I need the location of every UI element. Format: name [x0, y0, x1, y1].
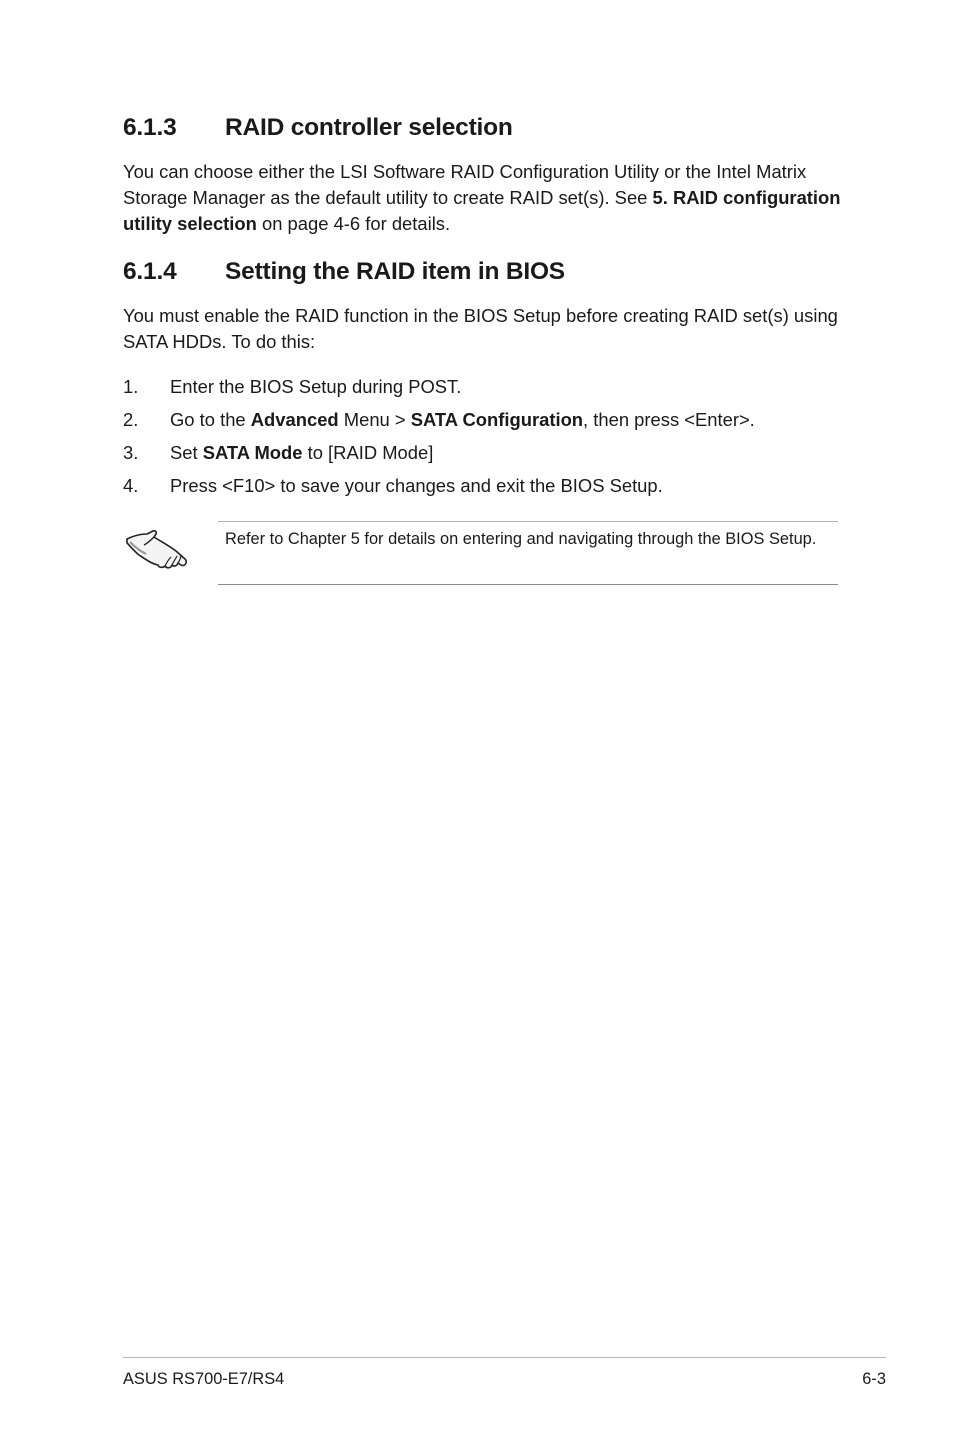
section-heading-raid-bios: [123, 258, 565, 286]
step-number: 1.: [123, 376, 139, 397]
footer-page-number: 6-3: [862, 1370, 886, 1388]
step-text: , then press <Enter>.: [583, 409, 755, 430]
list-item: [123, 440, 755, 473]
section-paragraph: [123, 159, 843, 237]
note-box: [218, 521, 838, 585]
footer-rule: [123, 1357, 886, 1358]
note-text: Refer to Chapter 5 for details on entering and navigating through the BIOS Setup.: [225, 530, 817, 548]
step-text: Set: [170, 442, 203, 463]
step-number: 2.: [123, 409, 139, 430]
list-item: [123, 407, 755, 440]
section-number: 6.1.4: [123, 258, 177, 285]
paragraph-text: You can choose either the LSI Software RAID Configuration Utility or the Intel Matrix Storage Manager as the default utility to create RAID set(s). See: [123, 161, 807, 208]
section-title: RAID controller selection: [225, 114, 513, 141]
steps-list: [123, 374, 755, 506]
list-item: [123, 374, 755, 407]
hand-note-icon: [124, 524, 190, 570]
paragraph-text: on page 4-6 for details.: [256, 213, 451, 234]
section-title: Setting the RAID item in BIOS: [225, 258, 565, 285]
step-number: 4.: [123, 475, 139, 496]
section-paragraph: You must enable the RAID function in the BIOS Setup before creating RAID set(s) using SATA HDDs. To do this:: [123, 305, 838, 352]
section-number: 6.1.3: [123, 114, 177, 141]
step-number: 3.: [123, 442, 139, 463]
step-text: Press <F10> to save your changes and exit the BIOS Setup.: [170, 475, 663, 496]
step-text: Enter the BIOS Setup during POST.: [170, 376, 462, 397]
footer-product-name: ASUS RS700-E7/RS4: [123, 1370, 285, 1388]
step-text: to [RAID Mode]: [302, 442, 434, 463]
step-bold-text: SATA Mode: [202, 442, 303, 463]
section-heading-raid-controller: [123, 114, 513, 142]
step-text: Go to the: [170, 409, 251, 430]
step-bold-text: SATA Configuration: [410, 409, 584, 430]
list-item: [123, 473, 755, 506]
step-text: Menu >: [338, 409, 411, 430]
paragraph-reference: 5. RAID configuration utility selection: [123, 187, 841, 234]
step-bold-text: Advanced: [250, 409, 339, 430]
